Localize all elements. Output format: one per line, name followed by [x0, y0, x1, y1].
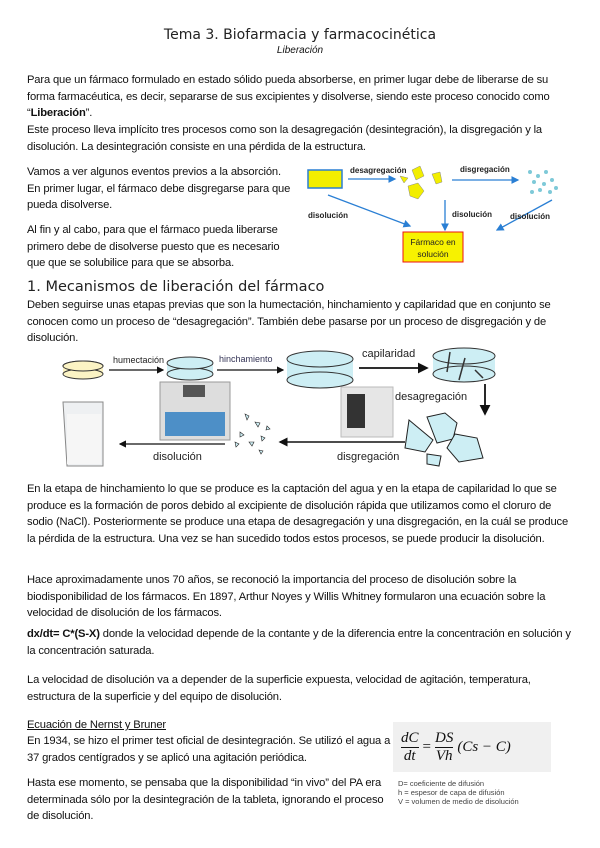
events-paragraph-2: Al fin y al cabo, para que el fármaco pueda liberarse primero debe de disolverse puesto que es necesario que que se solubilice para que se absorba.: [27, 224, 280, 270]
legend-item: V = volumen de medio de disolución: [398, 797, 519, 806]
broken-pieces: [405, 413, 483, 466]
eq-denominator: Vh: [435, 747, 453, 764]
label-disolucion-3: disolución: [510, 212, 550, 221]
page-title: Tema 3. Biofarmacia y farmacocinética: [163, 27, 437, 43]
result-label: Fármaco en: [410, 237, 456, 247]
label-disolucion: disolución: [153, 451, 202, 463]
nernst-brunner-equation: $\frac{dC}{dt}$ = $\frac{DS}{Vh}$ (Cs − C): [393, 722, 551, 772]
result-label: solución: [417, 249, 449, 259]
subheading: Ecuación de Nernst y Bruner: [27, 719, 166, 731]
body-paragraph: Hasta ese momento, se pensaba que la disponibilidad “in vivo” del PA era determinada sólo por la desintegración de la tableta, ignorando el proceso de disolución.: [27, 777, 384, 823]
legend-item: h = espesor de capa de difusión: [398, 788, 505, 797]
legend-item: D= coeficiente de difusión: [398, 779, 485, 788]
events-paragraph: Vamos a ver algunos eventos previos a la absorción. En primer lugar, el fármaco debe disgregarse para que pueda disolverse.: [27, 166, 291, 212]
eq-numerator: DS: [434, 729, 454, 746]
text: Para que un fármaco formulado en estado sólido pueda absorberse, en primer lugar debe de liberarse de su forma farmacéutica, es decir, separarse de sus excipientes y disolverse, siendo este proceso conocido como “: [27, 74, 550, 120]
body-paragraph: La velocidad de disolución va a depender de la superficie expuesta, velocidad de agitación, temperatura, estructura de la superficie y del equipo de disolución.: [27, 674, 531, 703]
intro-paragraph: [27, 72, 575, 122]
label-disolucion-2: disolución: [452, 210, 492, 219]
equation-text: dx/dt= C*(S-X): [27, 628, 100, 640]
label-humectacion: humectación: [113, 355, 165, 365]
body-paragraph: En la etapa de hinchamiento lo que se produce es la captación del agua y en la etapa de capilaridad lo que se produce es la formación de poros debido al excipiente de disolución rápida que utilizamos como el cloruro de sodio (NaCl). Posteriormente se produce una etapa de desagregación y una disgregación, en la cuál se produce la pérdida de la estructura. Una vez se han sucedido todos estos procesos, se puede producir la disolución.: [27, 483, 569, 545]
label-desagregacion: desagregación: [350, 166, 407, 175]
bold-term: Liberación: [30, 107, 86, 120]
label-desagregacion: desagregación: [395, 391, 468, 403]
intro-paragraph-2: Este proceso lleva implícito tres procesos como son la desagregación (desintegración), la disgregación y la disolución. La desintegración consiste en una pérdida de la estructura.: [27, 124, 543, 153]
particles: [528, 170, 558, 194]
label-disgregacion: disgregación: [337, 451, 400, 463]
section-heading: 1. Mecanismos de liberación del fármaco: [27, 279, 325, 295]
label-capilaridad: capilaridad: [362, 348, 416, 360]
body-paragraph: Hace aproximadamente unos 70 años, se reconoció la importancia del proceso de disolución sobre la biodisponibilidad de los fármacos. En 1897, Arthur Noyes y Willis Whitney formularon una ecuación sobre la velocidad de disolución de los fármacos.: [27, 574, 546, 620]
liberation-diagram: [300, 158, 590, 268]
label-disgregacion: disgregación: [460, 165, 510, 174]
granules: [235, 414, 270, 454]
text: ”.: [85, 107, 93, 120]
text: donde la velocidad depende de la contante y de la diferencia entre la concentración en solución y la concentración saturada.: [27, 628, 571, 657]
body-paragraph: En 1934, se hizo el primer test oficial de desintegración. Se utilizó el agua a 37 grados centígrados y se aplicó una agitación periódica.: [27, 735, 391, 764]
eq-denominator: dt: [403, 747, 416, 764]
equation-legend: [398, 779, 519, 806]
disintegration-process-diagram: [55, 342, 555, 472]
label-hinchamiento: hinchamiento: [219, 354, 273, 364]
eq-parenthesis: (Cs − C): [457, 738, 511, 755]
section-paragraph: Deben seguirse unas etapas previas que son la humectación, hinchamiento y capilaridad que en conjunto se conocen como un proceso de “desagregación”. También debe pasarse por un proceso de disgregación y de disolución.: [27, 299, 551, 345]
body-paragraph: [27, 626, 575, 659]
label-disolucion-1: disolución: [308, 211, 348, 220]
tablet-shape: [308, 170, 342, 188]
eq-numerator: dC: [401, 729, 419, 746]
page-subtitle: Liberación: [276, 45, 324, 56]
